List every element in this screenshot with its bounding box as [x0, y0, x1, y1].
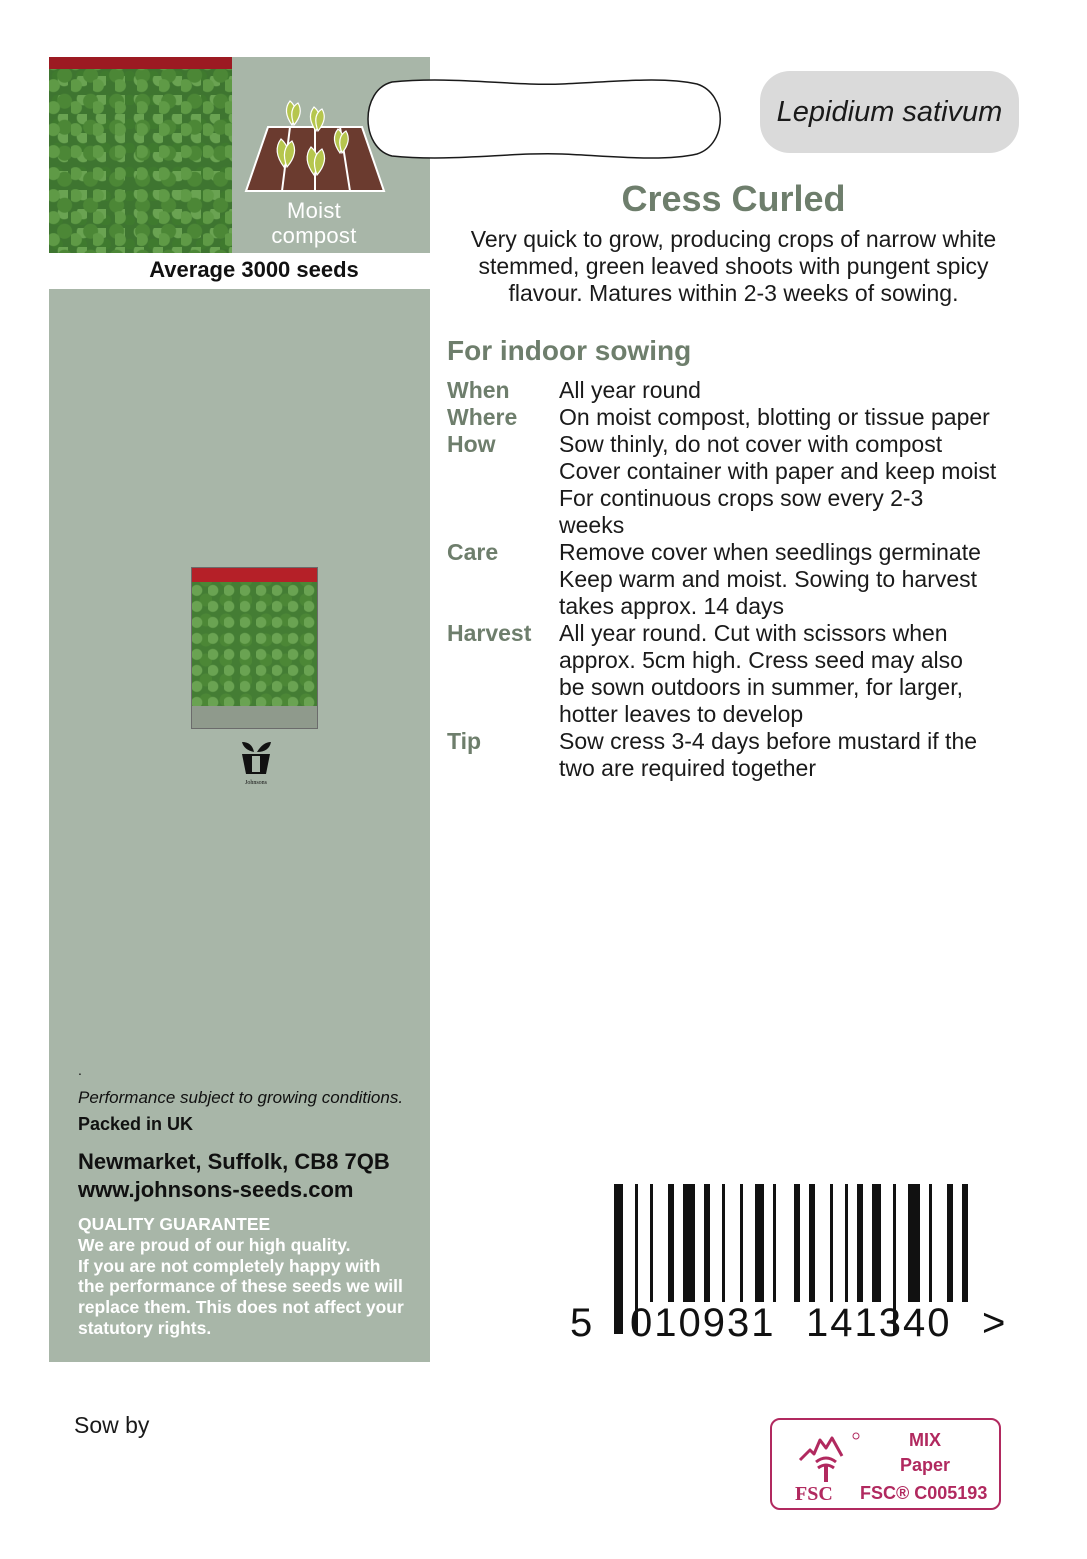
- product-description: Very quick to grow, producing crops of narrow white stemmed, green leaved shoots with pungent spicy flavour. Matures within 2-3 weeks of sowing.: [470, 226, 997, 306]
- barcode-bar: [755, 1184, 764, 1302]
- barcode-bar: [908, 1184, 920, 1302]
- address-line: Newmarket, Suffolk, CB8 7QB: [78, 1149, 390, 1174]
- barcode-bar: [809, 1184, 815, 1302]
- fsc-tree-icon: [786, 1426, 866, 1486]
- instruction-harvest: Harvest All year round. Cut with scissors when approx. 5cm high. Cress seed may also be sown outdoors in summer, for larger, hotter leaves to develop: [447, 620, 963, 727]
- fsc-paper-label: Paper: [899, 1455, 951, 1475]
- barcode-bar: [830, 1184, 833, 1302]
- barcode-bar: [740, 1184, 743, 1302]
- barcode: [568, 1184, 1018, 1349]
- sowing-instructions: [447, 377, 1047, 782]
- company-address: [78, 1148, 390, 1204]
- barcode-bar: [794, 1184, 800, 1302]
- instruction-tip: Tip Sow cress 3-4 days before mustard if the two are required together: [447, 728, 978, 781]
- barcode-bar: [947, 1184, 953, 1302]
- small-dot: .: [78, 1062, 82, 1078]
- barcode-bar: [683, 1184, 695, 1302]
- barcode-bar: [614, 1184, 623, 1334]
- barcode-bar: [668, 1184, 674, 1302]
- johnsons-logo: [238, 740, 274, 797]
- instruction-where: Where On moist compost, blotting or tissue paper: [447, 404, 990, 430]
- fsc-license-code: FSC® C005193: [860, 1483, 988, 1503]
- seed-count: Average 3000 seeds: [149, 257, 359, 282]
- latin-name: Lepidium sativum: [760, 71, 1019, 153]
- barcode-bar: [650, 1184, 653, 1302]
- cress-photo: [49, 57, 232, 253]
- barcode-bar: [872, 1184, 881, 1302]
- performance-note: Performance subject to growing conditions.: [78, 1088, 404, 1107]
- barcode-bar: [773, 1184, 776, 1302]
- fsc-logo-word: FSC: [795, 1483, 833, 1505]
- barcode-first-digit: 5: [570, 1301, 593, 1344]
- barcode-bar: [845, 1184, 848, 1302]
- packed-in: Packed in UK: [78, 1114, 194, 1134]
- cress-tray-photo: [191, 567, 318, 729]
- fsc-mix-label: MIX: [908, 1430, 941, 1450]
- barcode-bar: [857, 1184, 863, 1302]
- barcode-bar: [704, 1184, 710, 1302]
- quality-guarantee: QUALITY GUARANTEE We are proud of our high quality. If you are not completely happy with the performance of these seeds we will replace them. This does not affect your statutory rights.: [78, 1214, 404, 1338]
- instruction-how: How Sow thinly, do not cover with compost Cover container with paper and keep moist For continuous crops sow every 2-3 weeks: [447, 431, 997, 538]
- sowing-section-title: For indoor sowing: [447, 335, 692, 366]
- instruction-care: Care Remove cover when seedlings germinate Keep warm and moist. Sowing to harvest takes approx. 14 days: [447, 539, 981, 619]
- barcode-bar: [722, 1184, 725, 1302]
- svg-text:Johnsons: Johnsons: [244, 780, 268, 786]
- barcode-left-digits: 010931: [630, 1301, 776, 1344]
- product-title: Cress Curled: [621, 178, 846, 219]
- barcode-right-digits: 141340: [806, 1301, 952, 1344]
- barcode-bar: [962, 1184, 968, 1302]
- price-tag-shape: [362, 74, 726, 169]
- barcode-end-mark: >: [982, 1301, 1006, 1344]
- sow-by-label: Sow by: [74, 1412, 150, 1438]
- barcode-bar: [929, 1184, 932, 1302]
- instruction-when: When All year round: [447, 377, 701, 403]
- sowing-method-label: Moist compost: [271, 198, 357, 248]
- website-line: www.johnsons-seeds.com: [78, 1177, 354, 1202]
